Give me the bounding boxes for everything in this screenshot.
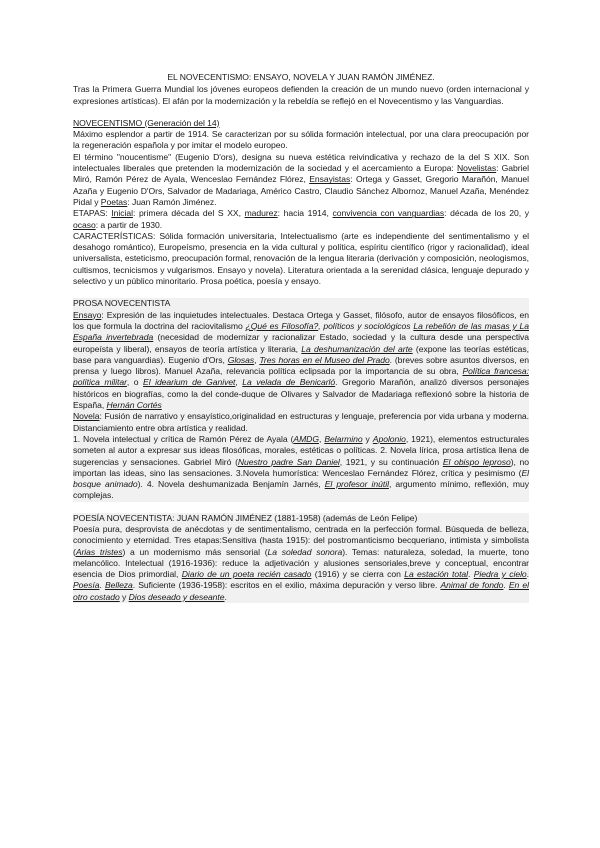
text-run: . <box>224 591 227 602</box>
text-run: . <box>503 580 509 591</box>
text-run: ), no importan las ideas, sino las sensaciones. 3.Novela humorística: Wenceslao Fernández Flórez, crítica y pesimismo ( <box>73 456 530 478</box>
poesia-section <box>73 513 529 603</box>
text-run: : a partir de 1930. <box>95 219 163 230</box>
text-run: : Fusión de narrativo y ensayístico,originalidad en estructuras y lenguaje, preferencia por vida urbana y moderna. Distanciamiento entre obra artística y realidad. <box>73 411 529 433</box>
work-title: Hernán Cortés <box>106 400 162 411</box>
work-title: Animal de fondo <box>440 580 504 591</box>
text-run: . (breves sobre asuntos diversos, en prensa y luego libros). Manuel Azaña, relevancia política eclipsada por la importancia de su obra, <box>73 354 529 377</box>
text-run: : hacia 1914, <box>277 208 333 219</box>
text-run: . <box>468 569 474 580</box>
work-title: El profesor inútil <box>324 479 389 490</box>
work-title: En el otro costado <box>73 580 529 602</box>
novecentismo-heading: NOVECENTISMO (Generación del 14) <box>73 117 220 128</box>
text-run: , 1921, y su continuación <box>339 456 443 467</box>
text-run: : Ortega y Gasset, Gregorio Marañón, Manuel Azaña y Eugenio D'Ors, Salvador de Madariaga, Américo Castro, Claudio Sánchez Albornoz, Manuel Azaña, Menéndez Pidal y <box>73 174 530 207</box>
work-title: Nuestro padre San Daniel <box>237 456 340 467</box>
intro-paragraph: Tras la Primera Guerra Mundial los jóvenes europeos defienden la creación de un mundo nuevo (orden internacional y expresiones artísticas). El afán por la modernización y la rebeldía se reflejó en el Novecentismo y las Vanguardias. <box>73 84 529 106</box>
text-run: : Expresión de las inquietudes intelectuales. Destaca Ortega y Gasset, filósofo, autor de ensayos filosóficos, en los que formula la doctrina del raciovitalismo <box>73 309 529 331</box>
novela-label: Novela <box>73 411 100 422</box>
text-run: , o <box>126 377 144 388</box>
work-title: Piedra y cielo <box>473 569 527 580</box>
novecentismo-p2 <box>73 152 529 208</box>
work-title: El bosque animado <box>73 467 529 490</box>
text-run: : primera década del S XX, <box>132 208 245 219</box>
text-run: 1. Novela intelectual y crítica de Ramón Pérez de Ayala ( <box>73 433 294 444</box>
work-title: ¿Qué es Filosofía? <box>245 320 319 331</box>
work-title: La deshumanización del arte <box>301 343 413 354</box>
text-run: , políticos y sociológicos <box>318 320 414 331</box>
text-run: y <box>119 591 129 602</box>
work-title: Belarmino <box>324 433 363 444</box>
poesia-paragraph <box>73 524 529 603</box>
text-run: ). 4. Novela deshumanizada Benjamín Jarnés, <box>137 479 325 490</box>
work-title: Arias tristes <box>75 546 123 557</box>
work-title: El idearium de Ganivet <box>143 377 236 388</box>
text-run: (necesidad de modernizar y racionalizar Estado, sociedad y la cultura desde una perspectiva europeísta y liberal), ensayos de teoría artística y literaria, <box>73 332 529 354</box>
prosa-section <box>73 298 529 501</box>
text-run: . Suficiente (1936-1958): escritos en el exilio, máxima depuración y verso libre. <box>132 580 441 591</box>
text-run: y <box>362 433 373 444</box>
text-run: , <box>235 377 243 388</box>
text-run: (1916) y se cierra con <box>311 569 405 580</box>
work-title: El obispo leproso <box>442 456 511 467</box>
text-run: . Gregorio Marañón, analizó diversos personajes históricos en biografías, como la del conde-duque de Olivares y Salvador de Madariaga reflexionó sobre la historia de España, <box>73 377 530 411</box>
novecentismo-p1: Máximo esplendor a partir de 1914. Se caracterizan por su sólida formación intelectual, por una clara preocupación por la regeneración española y por imitar el modelo europeo. <box>73 129 529 151</box>
text-run: , <box>318 433 325 444</box>
text-run: (expone las teorías estéticas, base para vanguardias). Eugenio d'Ors, <box>73 343 529 365</box>
text-run: Poesía pura, desprovista de anécdotas y de sentimentalismo, centrada en la perfección formal. Búsqueda de belleza, conocimiento y eternidad. Tres etapas:Sensitiva (hasta 1915): del postromanticismo becqueriano, intimista y simbolista ( <box>73 523 529 557</box>
inicial-label: Inicial <box>111 208 133 219</box>
convivencia-label: convivencia con vanguardias <box>332 208 445 219</box>
text-run: ). Temas: naturaleza, soledad, la muerte, tono melancólico. Intelectual (1916-1936): reduce la adjetivación y alusiones sensoriales,breve y conceptual, encontrar esencia de Dios primordial, <box>73 546 529 580</box>
etapas-paragraph <box>73 208 529 231</box>
text-run: ) a un modernismo más sensorial ( <box>122 546 268 557</box>
text-run: : década de los 20, y <box>444 208 529 219</box>
text-run: : Juan Ramón Jiménez. <box>127 196 217 207</box>
work-title: Dios deseado y deseante <box>128 591 225 602</box>
work-title: Poesía <box>73 580 100 591</box>
page-title: EL NOVECENTISMO: ENSAYO, NOVELA Y JUAN RAMÓN JIMÉNEZ. <box>167 72 435 82</box>
work-title: AMDG <box>293 433 319 444</box>
prosa-heading: PROSA NOVECENTISTA <box>73 298 171 309</box>
work-title: Diario de un poeta recién casado <box>181 569 312 580</box>
document-body <box>73 72 529 603</box>
poetas-label: Poetas <box>100 196 128 207</box>
text-run: ETAPAS: <box>73 208 112 219</box>
work-title: Belleza <box>104 580 133 591</box>
novelistas-label: Novelistas <box>456 163 497 174</box>
novela-paragraph <box>73 411 529 434</box>
madurez-label: madurez <box>244 208 278 219</box>
work-title: Apolonio <box>372 433 406 444</box>
ensayistas-label: Ensayistas <box>309 174 351 185</box>
ocaso-label: ocaso <box>73 219 96 230</box>
text-run: , argumento mínimo, reflexión, muy complejas. <box>73 479 529 501</box>
work-title: Política francesa: política militar <box>73 366 529 388</box>
work-title: La soledad sonora <box>267 546 343 557</box>
text-run: . <box>99 580 105 591</box>
text-run: , <box>254 354 260 365</box>
work-title: La estación total <box>404 569 469 580</box>
work-title: Tres horas en el Museo del Prado <box>259 354 390 365</box>
work-title: La velada de Benicarló <box>242 377 336 388</box>
novela-types-paragraph <box>73 434 529 502</box>
work-title: Glosas <box>227 354 255 365</box>
caracteristicas-paragraph: CARACTERÍSTICAS: Sólida formación universitaria, Intelectualismo (arte es independiente del sentimentalismo y el desahogo romántico), Europeísmo, presencia en la vida cultural y política, espíritu científico (rigor y racionalidad), ideal universalista, esteticismo, preocupación formal, renovación de la lengua literaria (derivación y composición, neologismos, cultismos, tecnicismos y vulgarismos. Ensayo y novela). Literatura orientada a la serenidad clásica, lenguaje depurado y selectivo y un público minoritario. Prosa poética, poesía y ensayo. <box>73 230 529 287</box>
text-run: El término "noucentisme" (Eugenio D'ors), designa su nueva estética reivindicativa y rechazo de la del S XIX. Son intelectuales liberales que pretenden la modernización de la sociedad y el acercamiento a Europa: <box>73 151 529 174</box>
ensayo-label: Ensayo <box>73 309 102 320</box>
poesia-heading: POESÍA NOVECENTISTA: JUAN RAMÓN JIMÉNEZ (1881-1958) (además de León Felipe) <box>73 512 418 523</box>
text-run: . <box>526 569 529 580</box>
text-run: , 1921), elementos estructurales someten al autor a expresar sus ideas filosóficas, morales, estéticas o políticas. 2. Novela lírica, prosa artística llena de sugerencias y sensaciones. Gabriel Miró ( <box>73 433 529 467</box>
novecentismo-section <box>73 118 529 287</box>
text-run: : Gabriel Miró, Ramón Pérez de Ayala, Wenceslao Fernández Flórez, <box>73 163 530 185</box>
ensayo-paragraph <box>73 310 529 412</box>
work-title: La rebelión de las masas y La España invertebrada <box>73 320 529 343</box>
